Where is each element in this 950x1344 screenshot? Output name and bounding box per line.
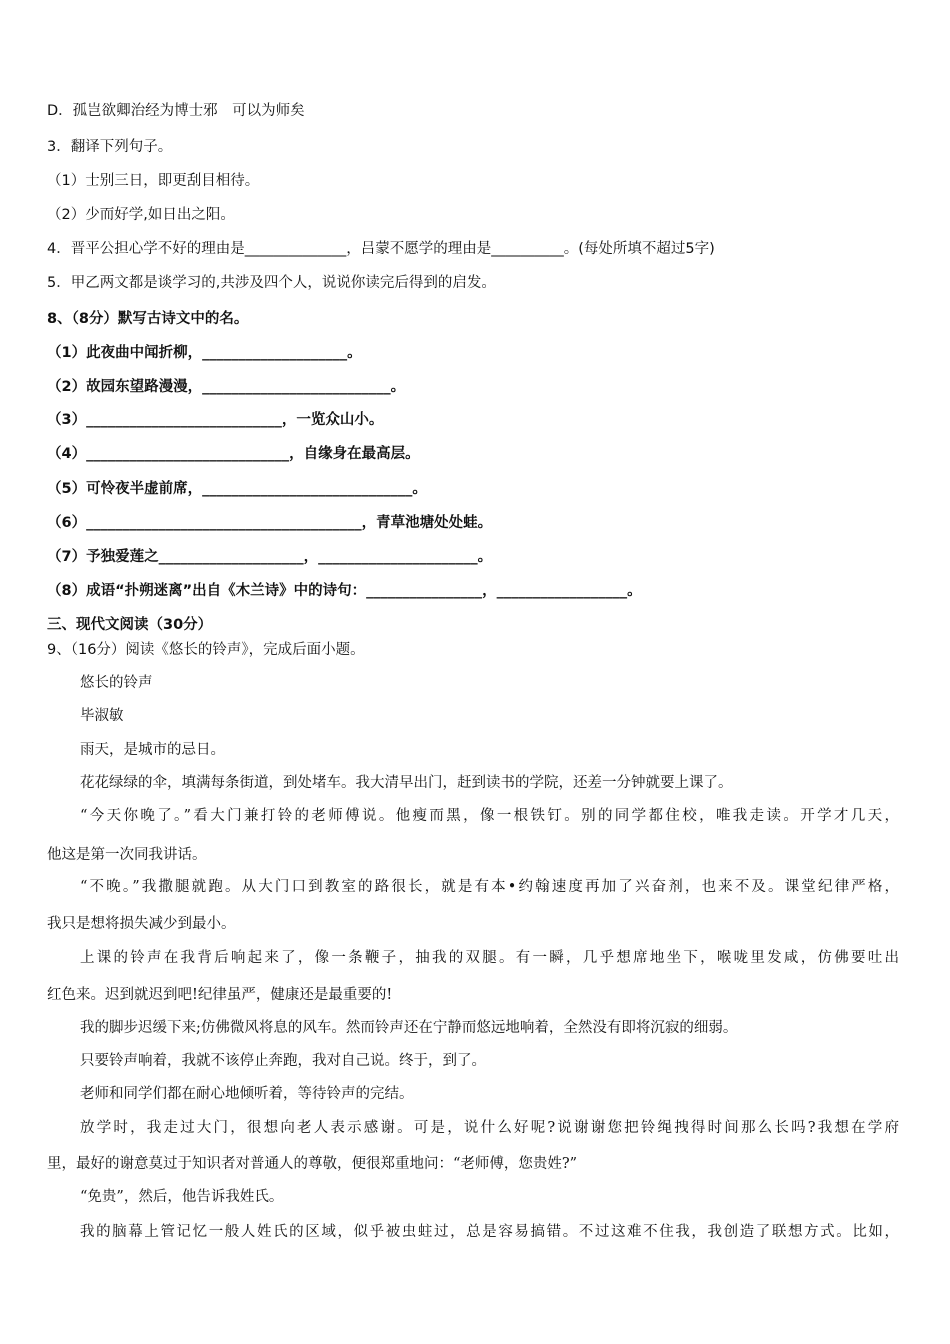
option-d: D．孤岂欲卿治经为博士邪 可以为师矣 <box>47 103 305 119</box>
article-author: 毕淑敏 <box>80 708 124 724</box>
question-8-header: 8、（8分）默写古诗文中的名。 <box>47 311 249 327</box>
question-3-item-1: （1）士别三日，即更刮目相待。 <box>47 173 260 189</box>
question-8-item: （4）____________________________，自缘身在最高层。 <box>47 446 420 462</box>
question-8-item: （2）故园东望路漫漫，__________________________。 <box>47 379 406 395</box>
question-3: 3．翻译下列句子。 <box>47 139 173 155</box>
article-title: 悠长的铃声 <box>80 675 153 691</box>
question-3-item-2: （2）少而好学,如日出之阳。 <box>47 207 235 223</box>
paragraph: “今天你晚了。”看大门兼打铃的老师傅说。他瘦而黑，像一根铁钉。别的同学都住校，唯我走读。开学才几天， <box>80 808 899 824</box>
paragraph: 花花绿绿的伞，填满每条街道，到处堵车。我大清早出门，赶到读书的学院，还差一分钟就要上课了。 <box>80 775 733 791</box>
question-8-item: （8）成语“扑朔迷离”出自《木兰诗》中的诗句：________________，__________________。 <box>47 583 642 599</box>
paragraph-continuation: 我只是想将损失减少到最小。 <box>47 916 236 932</box>
question-5: 5．甲乙两文都是谈学习的,共涉及四个人，说说你读完后得到的启发。 <box>47 275 496 291</box>
section-3-title: 三、现代文阅读（30分） <box>47 617 213 633</box>
paragraph: 放学时，我走过大门，很想向老人表示感谢。可是，说什么好呢?说谢谢您把铃绳拽得时间那么长吗?我想在学府 <box>80 1120 899 1136</box>
paragraph: 老师和同学们都在耐心地倾听着，等待铃声的完结。 <box>80 1086 414 1102</box>
question-9: 9、（16分）阅读《悠长的铃声》，完成后面小题。 <box>47 642 365 658</box>
question-8-item: （5）可怜夜半虚前席，_____________________________。 <box>47 481 427 497</box>
question-8-item: （3）___________________________，一览众山小。 <box>47 412 384 428</box>
paragraph-continuation: 里，最好的谢意莫过于知识者对普通人的尊敬，便很郑重地问：“老师傅，您贵姓?” <box>47 1156 578 1172</box>
paragraph: 我的脑幕上管记忆一般人姓氏的区域，似乎被虫蛀过，总是容易搞错。不过这难不住我，我创造了联想方式。比如， <box>80 1224 899 1240</box>
paragraph: “不晚。”我撒腿就跑。从大门口到教室的路很长，就是有本•约翰速度再加了兴奋剂，也来不及。课堂纪律严格， <box>80 879 899 895</box>
question-8-item: （1）此夜曲中闻折柳，____________________。 <box>47 345 362 361</box>
question-8-item: （7）予独爱莲之____________________，______________________。 <box>47 549 493 565</box>
paragraph: 只要铃声响着，我就不该停止奔跑，我对自己说。终于，到了。 <box>80 1053 486 1069</box>
paragraph: 雨天，是城市的忌日。 <box>80 742 225 758</box>
paragraph: “免贵”，然后，他告诉我姓氏。 <box>80 1189 284 1205</box>
paragraph-continuation: 他这是第一次同我讲话。 <box>47 847 207 863</box>
paragraph-continuation: 红色来。迟到就迟到吧!纪律虽严，健康还是最重要的! <box>47 987 393 1003</box>
paragraph: 我的脚步迟缓下来;仿佛微风将息的风车。然而铃声还在宁静而悠远地响着，全然没有即将沉寂的细弱。 <box>80 1020 738 1036</box>
paragraph: 上课的铃声在我背后响起来了，像一条鞭子，抽我的双腿。有一瞬，几乎想席地坐下，喉咙里发咸，仿佛要吐出 <box>80 950 899 966</box>
question-8-item: （6）______________________________________，青草池塘处处蛙。 <box>47 515 493 531</box>
question-4: 4．晋平公担心学不好的理由是______________，吕蒙不愿学的理由是__________。(每处所填不超过5字) <box>47 241 715 257</box>
